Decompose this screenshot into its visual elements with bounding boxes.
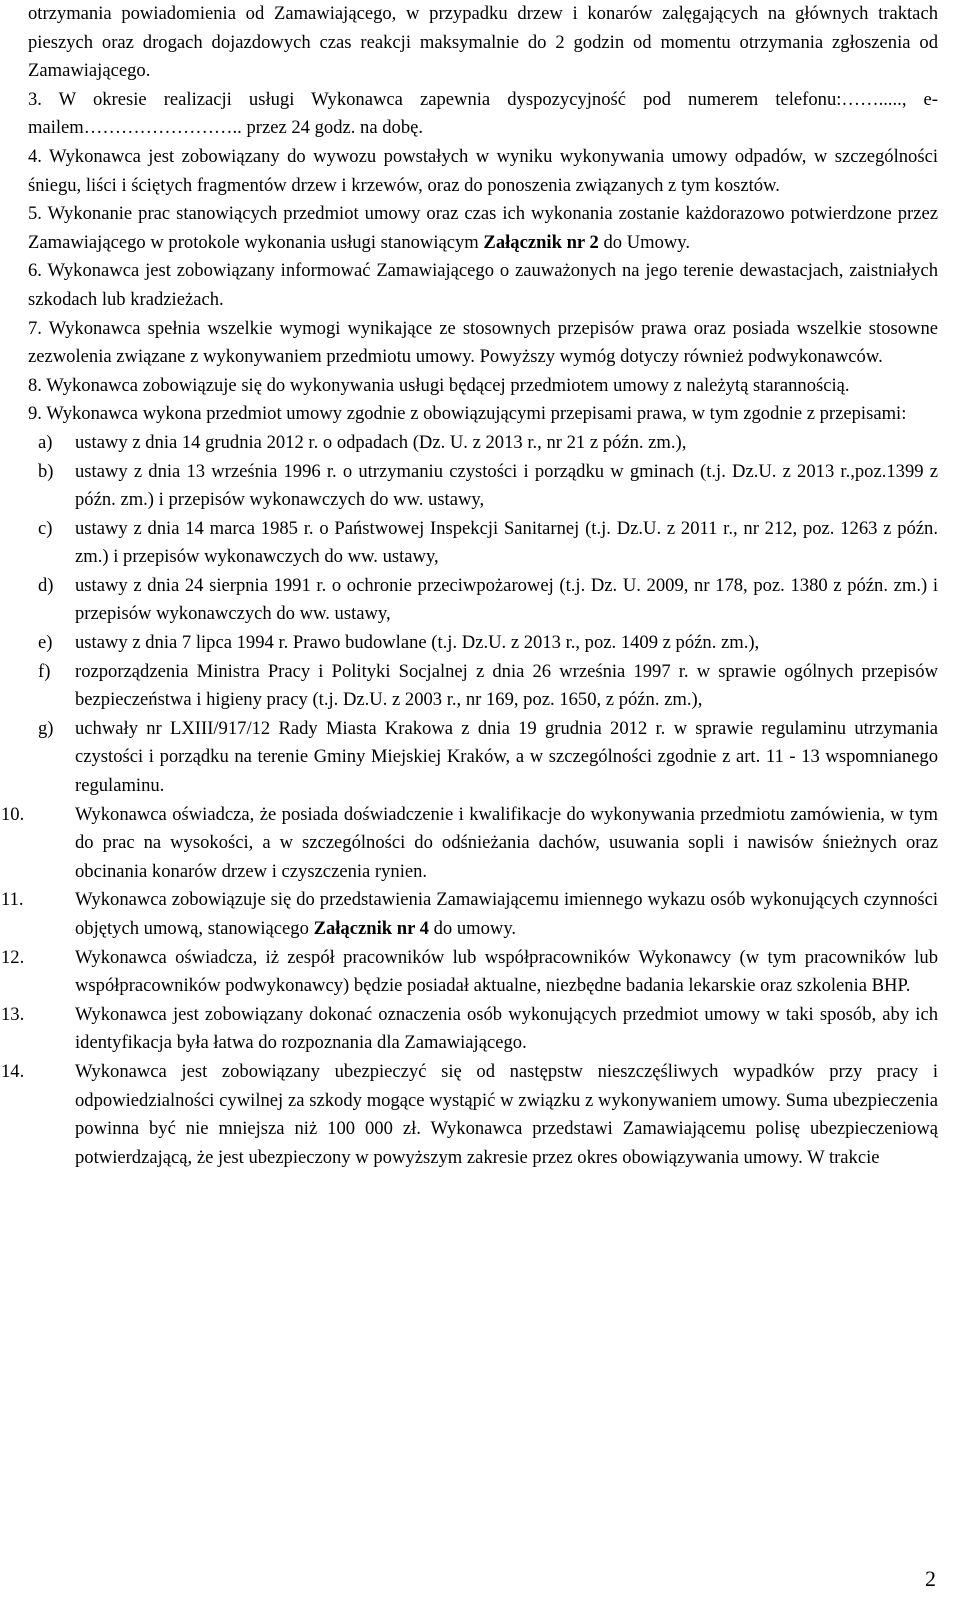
list-item [28,715,938,801]
list-item-label: a) [38,431,53,453]
list-item-label: g) [38,717,54,739]
paragraph-number: 14. [1,1060,25,1082]
attachment-2-ref: Załącznik nr 2 [483,231,599,253]
list-item [28,658,938,715]
paragraph-number: 10. [1,803,25,825]
paragraph-intro: otrzymania powiadomienia od Zamawiającego, w przypadku drzew i konarów zalęgających na głównych traktach pieszych oraz drogach dojazdowych czas reakcji maksymalnie do 2 godzin od momentu otrzymania zgłoszenia od Zamawiającego. [28,3,938,82]
list-item-text: uchwały nr LXIII/917/12 Rady Miasta Krakowa z dnia 19 grudnia 2012 r. w sprawie regulaminu utrzymania czystości i porządku na terenie Gminy Miejskiej Kraków, a w szczególności zgodnie z art. 11 - 13 wspomnianego regulaminu. [75,717,938,797]
list-item-text: ustawy z dnia 24 sierpnia 1991 r. o ochronie przeciwpożarowej (t.j. Dz. U. 2009, nr 178, poz. 1380 z późn. zm.) i przepisów wykonawczych do ww. ustawy, [75,574,938,625]
paragraph-10 [1,801,938,887]
paragraph-text: Wykonawca jest zobowiązany ubezpieczyć się od następstw nieszczęśliwych wypadków przy pracy i odpowiedzialności cywilnej za szkody mogące wystąpić w związku z wykonywaniem umowy. Suma ubezpieczenia powinna być nie mniejsza niż 100 000 zł. Wykonawca przedstawi Zamawiającemu polisę ubezpieczeniową potwierdzającą, że jest ubezpieczony w powyższym zakresie przez okres obowiązywania umowy. W trakcie [75,1060,938,1168]
paragraph-4: 4. Wykonawca jest zobowiązany do wywozu powstałych w wyniku wykonywania umowy odpadów, w szczególności śniegu, liści i ściętych fragmentów drzew i krzewów, oraz do ponoszenia związanych z tym kosztów. [28,145,938,196]
paragraph-11-end: do umowy. [428,918,517,939]
list-item-label: c) [38,517,53,539]
paragraph-12 [1,944,938,1001]
paragraph-5-text: 5. Wykonanie prac stanowiących przedmiot umowy oraz czas ich wykonania zostanie każdorazowo potwierdzone przez Zamawiającego w protokole wykonania usługi stanowiącym [28,203,938,253]
paragraph-6: 6. Wykonawca jest zobowiązany informować Zamawiającego o zauważonych na jego terenie dewastacjach, zaistniałych szkodach lub kradzieżach. [28,260,938,310]
paragraph-7: 7. Wykonawca spełnia wszelkie wymogi wynikające ze stosownych przepisów prawa oraz posiada wszelkie stosowne zezwolenia związane z wykonywaniem przedmiotu umowy. Powyższy wymóg dotyczy również podwykonawców. [28,317,938,368]
list-item-text: ustawy z dnia 13 września 1996 r. o utrzymaniu czystości i porządku w gminach (t.j. Dz.U. z 2013 r.,poz.1399 z późn. zm.) i przepisów wykonawczych do ww. ustawy, [75,460,938,511]
list-item [28,458,938,515]
paragraph-text [75,886,938,943]
paragraph-number: 13. [1,1003,25,1025]
paragraph-8: 8. Wykonawca zobowiązuje się do wykonywania usługi będącej przedmiotem umowy z należytą starannością. [28,374,850,396]
paragraph-5-end: do Umowy. [598,231,691,253]
list-item [28,429,938,458]
document-page [1,0,938,1172]
regulations-list [28,429,938,801]
list-item-text: ustawy z dnia 14 grudnia 2012 r. o odpadach (Dz. U. z 2013 r., nr 21 z późn. zm.), [75,431,687,453]
paragraph-14 [1,1058,938,1172]
list-item-label: d) [38,574,54,596]
list-item-label: f) [38,660,51,682]
paragraph-text: Wykonawca oświadcza, że posiada doświadczenie i kwalifikacje do wykonywania przedmiotu zamówienia, w tym do prac na wysokości, a w szczególności do odśnieżania dachów, usuwania sopli i nawisów śnieżnych oraz obcinania konarów drzew i czyszczenia rynien. [75,803,938,882]
list-item-text: ustawy z dnia 7 lipca 1994 r. Prawo budowlane (t.j. Dz.U. z 2013 r., poz. 1409 z późn. zm.), [75,632,760,654]
paragraph-3: 3. W okresie realizacji usługi Wykonawca zapewnia dyspozycyjność pod numerem telefonu:……....., e-mailem…………………….. przez 24 godz. na dobę. [28,88,938,139]
paragraph-13 [1,1001,938,1058]
paragraph-number: 11. [1,889,24,911]
list-item-label: e) [38,632,53,654]
paragraph-11 [1,886,938,943]
list-item-text: rozporządzenia Ministra Pracy i Polityki Socjalnej z dnia 26 września 1997 r. w sprawie ogólnych przepisów bezpieczeństwa i higieny pracy (t.j. Dz.U. z 2003 r., nr 169, poz. 1650, z późn. zm.), [75,660,938,711]
list-item [28,629,938,658]
list-item-text: ustawy z dnia 14 marca 1985 r. o Państwowej Inspekcji Sanitarnej (t.j. Dz.U. z 2011 r., nr 212, poz. 1263 z późn. zm.) i przepisów wykonawczych do ww. ustawy, [75,517,938,568]
paragraph-9: 9. Wykonawca wykona przedmiot umowy zgodnie z obowiązującymi przepisami prawa, w tym zgodnie z przepisami: [28,403,907,425]
list-item-label: b) [38,460,54,482]
paragraph-number: 12. [1,946,25,968]
paragraph-text: Wykonawca jest zobowiązany dokonać oznaczenia osób wykonujących przedmiot umowy w taki sposób, aby ich identyfikacja była łatwa do rozpoznania dla Zamawiającego. [75,1003,938,1054]
list-item [28,515,938,572]
page-number: 2 [925,1566,936,1592]
paragraph-text: Wykonawca oświadcza, iż zespół pracowników lub współpracowników Wykonawcy (w tym pracowników lub współpracowników podwykonawcy) będzie posiadał aktualne, niezbędne badania lekarskie oraz szkolenia BHP. [75,946,938,997]
list-item [28,572,938,629]
attachment-4-ref: Załącznik nr 4 [313,918,429,939]
paragraph-11-text: Wykonawca zobowiązuje się do przedstawienia Zamawiającemu imiennego wykazu osób wykonujących czynności objętych umową, stanowiącego [75,889,938,939]
paragraph-5 [28,200,938,257]
